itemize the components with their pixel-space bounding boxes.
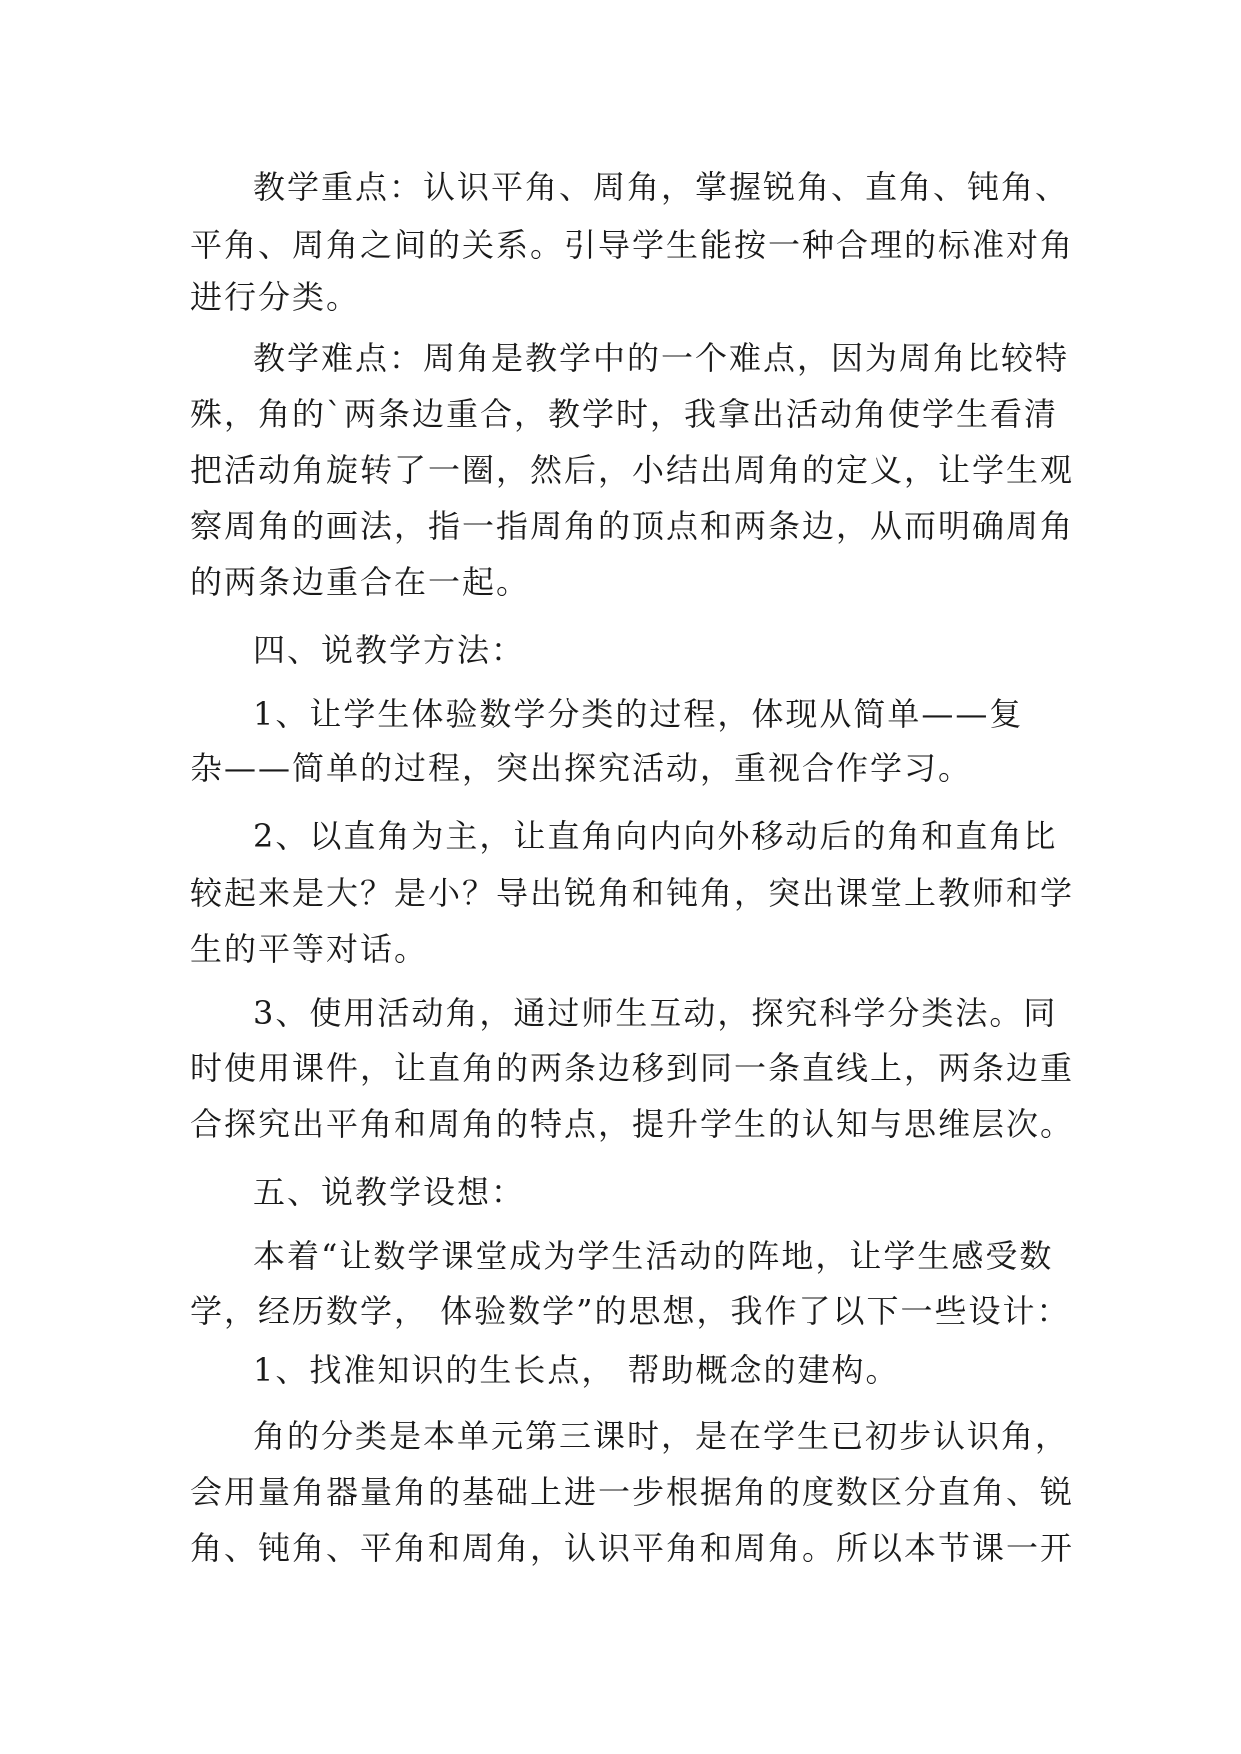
text-line: 教学重点：认识平角、周角，掌握锐角、直角、钝角、 (253, 168, 1070, 206)
text-line: 3、使用活动角，通过师生互动，探究科学分类法。同 (253, 994, 1058, 1032)
text-line: 2、以直角为主，让直角向内向外移动后的角和直角比 (253, 817, 1058, 855)
text-line: 合探究出平角和周角的特点，提升学生的认知与思维层次。 (190, 1105, 1075, 1143)
text-line: 进行分类。 (190, 278, 361, 316)
section-heading: 五、说教学设想： (253, 1173, 526, 1211)
text-line: 时使用课件，让直角的两条边移到同一条直线上，两条边重 (190, 1049, 1075, 1087)
text-line: 角的分类是本单元第三课时，是在学生已初步认识角， (253, 1417, 1070, 1455)
text-line: 较起来是大？是小？导出锐角和钝角，突出课堂上教师和学 (190, 874, 1075, 912)
text-line: 会用量角器量角的基础上进一步根据角的度数区分直角、锐 (190, 1473, 1075, 1511)
text-line: 杂——简单的过程，突出探究活动，重视合作学习。 (190, 749, 973, 787)
section-heading: 四、说教学方法： (253, 631, 526, 669)
text-line: 角、钝角、平角和周角，认识平角和周角。所以本节课一开 (190, 1529, 1075, 1567)
text-line: 的两条边重合在一起。 (190, 563, 531, 601)
text-line: 本着“让数学课堂成为学生活动的阵地，让学生感受数 (253, 1237, 1054, 1275)
text-line: 殊，角的`两条边重合，教学时，我拿出活动角使学生看清 (190, 395, 1059, 433)
text-line: 学，经历数学， 体验数学”的思想，我作了以下一些设计： (190, 1292, 1071, 1330)
text-line: 平角、周角之间的关系。引导学生能按一种合理的标准对角 (190, 226, 1075, 264)
text-line: 1、让学生体验数学分类的过程，体现从简单——复 (253, 695, 1024, 733)
text-line: 生的平等对话。 (190, 930, 429, 968)
text-line: 1、找准知识的生长点， 帮助概念的建构。 (253, 1351, 900, 1389)
text-line: 教学难点：周角是教学中的一个难点，因为周角比较特 (253, 339, 1070, 377)
text-line: 把活动角旋转了一圈，然后，小结出周角的定义，让学生观 (190, 451, 1075, 489)
text-line: 察周角的画法，指一指周角的顶点和两条边，从而明确周角 (190, 507, 1075, 545)
